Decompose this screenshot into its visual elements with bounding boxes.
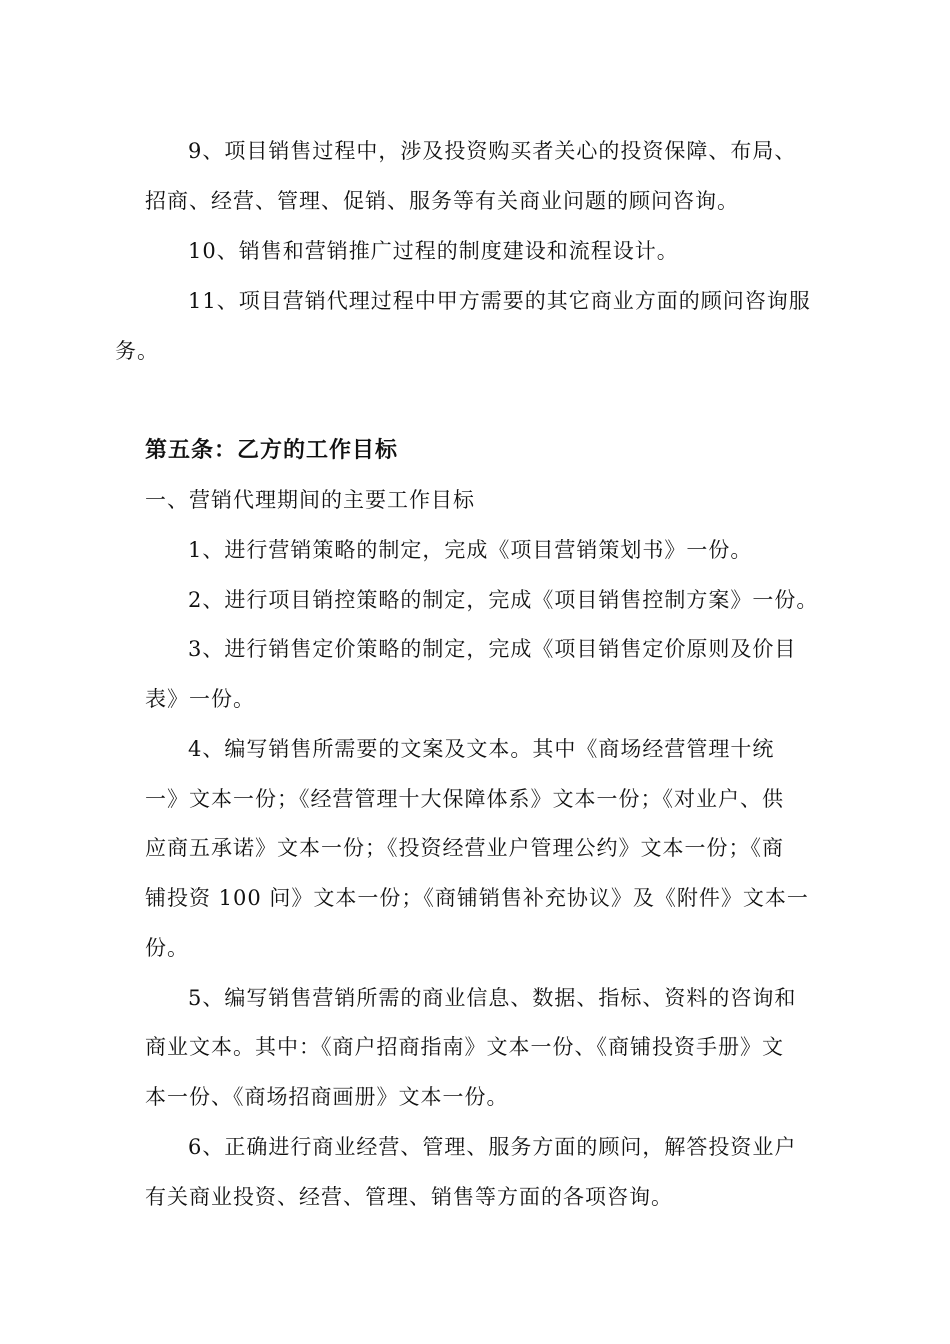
section-5-subtitle: 一、营销代理期间的主要工作目标 bbox=[145, 488, 475, 512]
goal-1: 1、进行营销策略的制定，完成《项目营销策划书》一份。 bbox=[188, 538, 753, 562]
goal-5-line-2: 商业文本。其中：《商户招商指南》文本一份、《商铺投资手册》文 bbox=[145, 1035, 784, 1059]
goal-5-line-1: 5、编写销售营销所需的商业信息、数据、指标、资料的咨询和 bbox=[188, 986, 797, 1010]
goal-6-line-1: 6、正确进行商业经营、管理、服务方面的顾问，解答投资业户 bbox=[188, 1135, 797, 1159]
goal-3-line-2: 表》一份。 bbox=[145, 687, 255, 711]
goal-2: 2、进行项目销控策略的制定，完成《项目销售控制方案》一份。 bbox=[188, 588, 819, 612]
goal-3-line-1: 3、进行销售定价策略的制定，完成《项目销售定价原则及价目 bbox=[188, 637, 797, 661]
section-5-title: 第五条：乙方的工作目标 bbox=[145, 438, 399, 463]
item-9-line-1: 9、项目销售过程中，涉及投资购买者关心的投资保障、布局、 bbox=[188, 139, 797, 163]
goal-4-line-1: 4、编写销售所需要的文案及文本。其中《商场经营管理十统 bbox=[188, 737, 775, 761]
goal-6-line-2: 有关商业投资、经营、管理、销售等方面的各项咨询。 bbox=[145, 1185, 673, 1209]
item-11-line-1: 11、项目营销代理过程中甲方需要的其它商业方面的顾问咨询服 bbox=[188, 289, 811, 313]
goal-4-line-4: 铺投资 100 问》文本一份；《商铺销售补充协议》及《附件》文本一 bbox=[145, 886, 809, 910]
goal-4-line-2: 一》文本一份；《经营管理十大保障体系》文本一份；《对业户、供 bbox=[145, 787, 784, 811]
goal-5-line-3: 本一份、《商场招商画册》文本一份。 bbox=[145, 1085, 509, 1109]
item-9-line-2: 招商、经营、管理、促销、服务等有关商业问题的顾问咨询。 bbox=[145, 189, 739, 213]
item-11-line-2: 务。 bbox=[115, 339, 159, 363]
goal-4-line-5: 份。 bbox=[145, 936, 189, 960]
item-10: 10、销售和营销推广过程的制度建设和流程设计。 bbox=[188, 239, 679, 263]
goal-4-line-3: 应商五承诺》文本一份；《投资经营业户管理公约》文本一份；《商 bbox=[145, 836, 784, 860]
